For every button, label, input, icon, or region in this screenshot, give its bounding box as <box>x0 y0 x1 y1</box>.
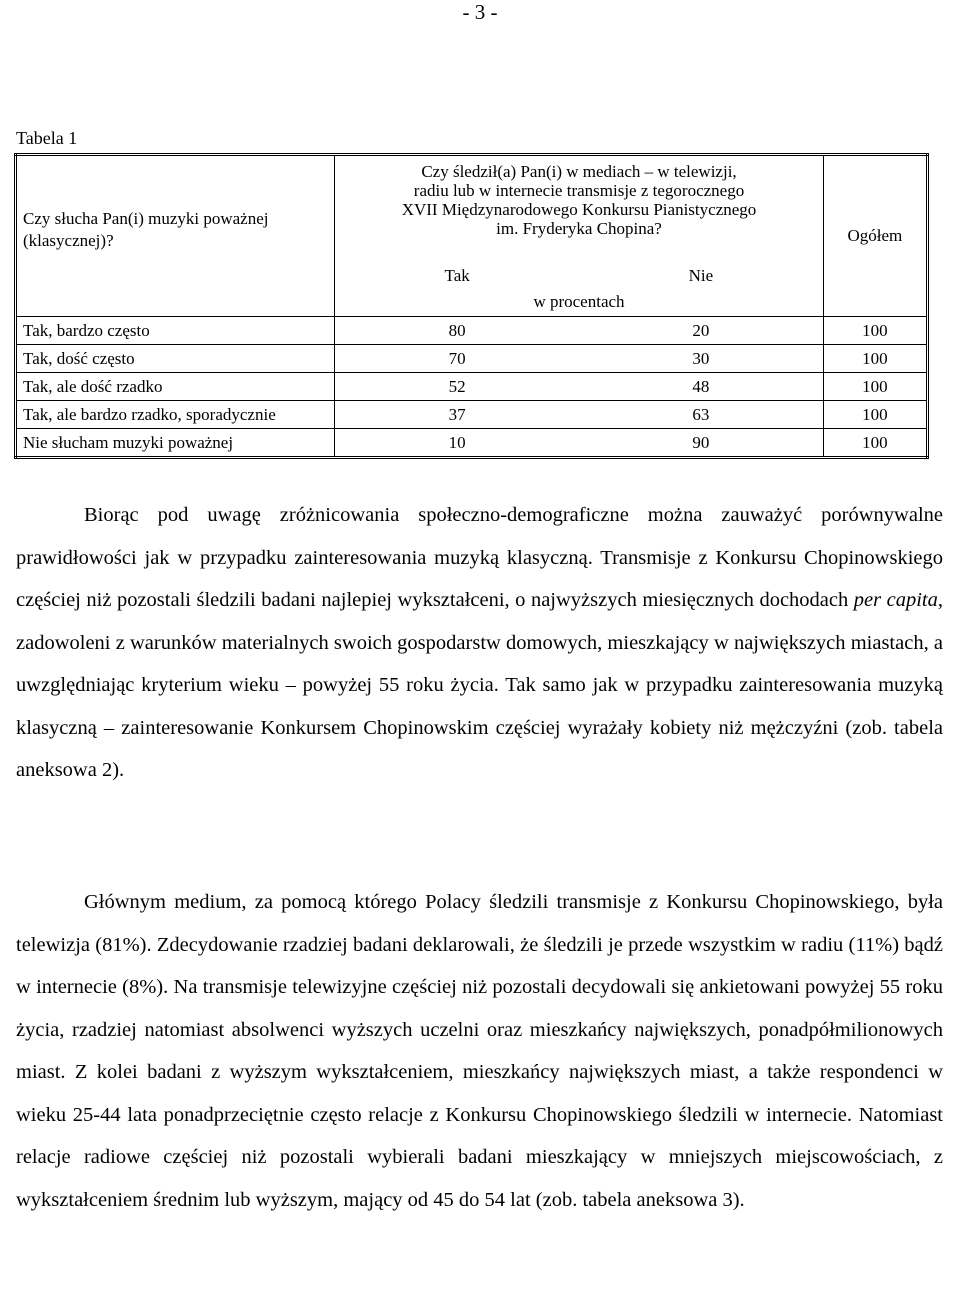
row-label: Tak, ale bardzo rzadko, sporadycznie <box>16 401 335 429</box>
row-label: Tak, ale dość rzadko <box>16 373 335 401</box>
table-row <box>16 401 928 429</box>
question-line: XVII Międzynarodowego Konkursu Pianistycznego <box>401 200 757 219</box>
cell-tak: 80 <box>335 317 579 345</box>
row-label: Tak, dość często <box>16 345 335 373</box>
row-label: Nie słucham muzyki poważnej <box>16 429 335 458</box>
question-line: im. Fryderyka Chopina? <box>496 219 662 238</box>
cell-nie: 20 <box>579 317 823 345</box>
cell-nie: 30 <box>579 345 823 373</box>
unit-label: w procentach <box>533 292 625 312</box>
page-number: - 3 - <box>462 0 498 24</box>
row-header-text: Czy słucha Pan(i) muzyki poważnej (klasycznej)? <box>23 209 269 250</box>
paragraph-1 <box>16 494 943 792</box>
cell-tak: 52 <box>335 373 579 401</box>
table-row <box>16 429 928 458</box>
table-caption: Tabela 1 <box>16 128 78 148</box>
paragraph-1-text-b: , zadowoleni z warunków materialnych swoich gospodarstw domowych, mieszkający w największych miastach, a uwzględniając kryterium wieku – powyżej 55 roku życia. Tak samo jak w przypadku zainteresowania muzyką klasyczną – zainteresowanie Konkursem Chopinowskim częściej wyrażały kobiety niż mężczyźni (zob. tabela aneksowa 2). <box>16 589 944 781</box>
subcol-nie: Nie <box>688 265 714 285</box>
cell-nie: 63 <box>579 401 823 429</box>
cell-total: 100 <box>823 401 927 429</box>
table-row <box>16 373 928 401</box>
cell-nie: 90 <box>579 429 823 458</box>
question-line: Czy śledził(a) Pan(i) w mediach – w telewizji, <box>421 162 737 181</box>
row-label: Tak, bardzo często <box>16 317 335 345</box>
paragraph-1-text-a: Biorąc pod uwagę zróżnicowania społeczno-demograficzne można zauważyć porównywalne prawidłowości jak w przypadku zainteresowania muzyką klasyczną. Transmisje z Konkursu Chopinowskiego częściej niż pozostali śledzili badani najlepiej wykształceni, o najwyższych miesięcznych dochodach <box>16 504 943 611</box>
subcol-tak: Tak <box>444 265 470 285</box>
paragraph-2-text: Głównym medium, za pomocą którego Polacy śledzili transmisje z Konkursu Chopinowskiego, była telewizja (81%). Zdecydowanie rzadziej badani deklarowali, że śledzili je przede wszystkim w radiu (11%) bądź w internecie (8%). Na transmisje telewizyjne częściej niż pozostali decydowali się ankietowani powyżej 55 roku życia, rzadziej natomiast absolwenci wyższych uczelni oraz mieszkańcy największych, ponadpółmilionowych miast. Z kolei badani z wyższym wykształceniem, mieszkańcy największych miast, a także respondenci w wieku 25-44 lata ponadprzeciętnie często relacje z Konkursu Chopinowskiego śledzili w internecie. Natomiast relacje radiowe częściej niż pozostali wybierali badani mieszkający w mniejszych miejscowościach, z wykształceniem średnim lub wyższym, mający od 45 do 54 lat (zob. tabela aneksowa 3). <box>16 891 943 1211</box>
table-row <box>16 317 928 345</box>
cell-tak: 37 <box>335 401 579 429</box>
question-line: radiu lub w internecie transmisje z tegorocznego <box>413 181 745 200</box>
cell-total: 100 <box>823 373 927 401</box>
cell-total: 100 <box>823 345 927 373</box>
column-question <box>335 155 824 263</box>
data-table <box>14 153 929 459</box>
cell-tak: 70 <box>335 345 579 373</box>
table-row-header <box>16 155 335 317</box>
paragraph-1-italic: per capita <box>853 589 938 611</box>
paragraph-2 <box>16 881 943 1221</box>
cell-total: 100 <box>823 317 927 345</box>
cell-tak: 10 <box>335 429 579 458</box>
table-row <box>16 345 928 373</box>
total-header: Ogółem <box>823 155 927 317</box>
cell-nie: 48 <box>579 373 823 401</box>
cell-total: 100 <box>823 429 927 458</box>
